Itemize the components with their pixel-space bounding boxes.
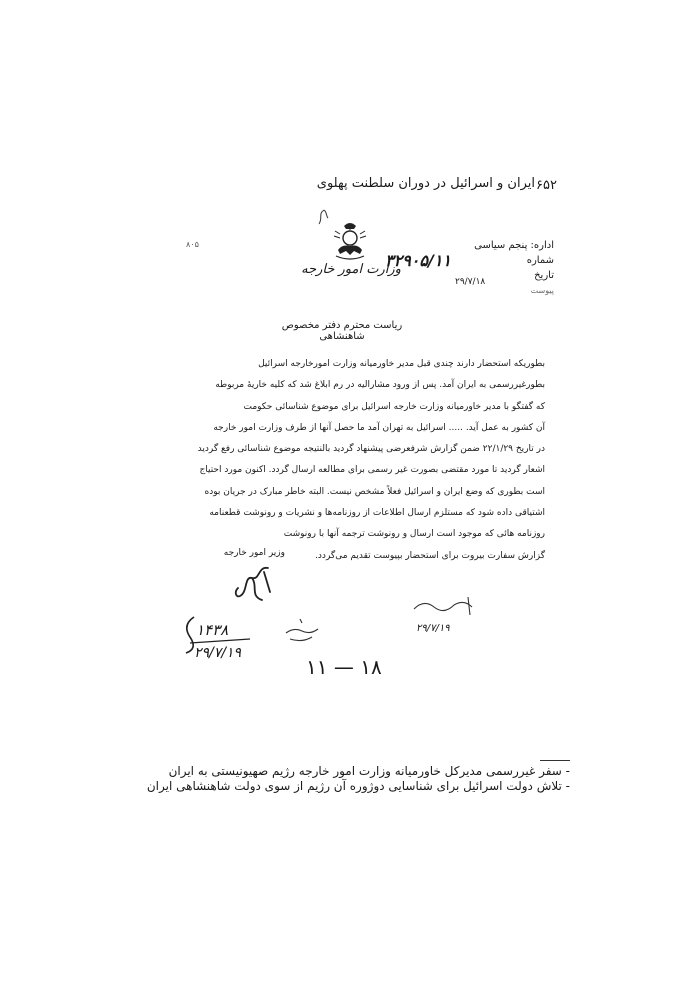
ministry-name: وزارت امور خارجه [301,262,401,277]
footer-caption: - تلاش دولت اسرائیل برای شناسایی دوژوره آن رژیم از سوی دولت شاهنشاهی ایران [146,779,570,793]
handwritten-mark-icon [315,206,331,226]
letter-body [191,354,545,567]
marginal-note [282,615,324,649]
page-number: ۶۵۲ [536,178,557,193]
body-line: که گفتگو با مدیر خاورمیانه وزارت خارجه اسرائیل برای موضوع شناسائی حکومت [243,401,545,412]
body-line: آن کشور به عمل آید. ..... اسرائیل به تهران آمد ما حصل آنها از طرف وزارت امور خارجه [213,422,545,433]
date-value: ۲۹/۷/۱۸ [455,277,486,287]
letterhead-fields [462,238,554,298]
body-line: در تاریخ ۲۲/۱/۲۹ ضمن گزارش شرفعرضی پیشنهاد گردید بالنتیجه موضوع شناسائی رفع گردید [197,444,545,455]
body-line: گزارش سفارت بیروت برای استحضار بپیوست تقدیم می‌گردد. [315,550,545,561]
addressee: ریاست محترم دفتر مخصوص شاهنشاهی [281,320,403,342]
lion-and-sun-icon [332,220,368,260]
footer-captions [146,764,570,794]
body-line: است بطوری که وضع ایران و اسرائیل فعلاً مشخص نیست. البته خاطر مبارک در جریان بوده [204,486,545,497]
department-field: اداره: پنجم سیاسی [474,240,554,251]
signature-icon [228,562,278,606]
body-line: اشعار گردید تا مورد مقتضی بصورت غیر رسمی برای مطالعه ارسال گردد. اکنون مورد احتیاج [199,465,545,476]
body-line: اشتیاقی داده شود که مستلزم ارسال اطلاعات از روزنامه‌ها و نشریات و رونوشت قطعنامه [209,508,545,519]
book-title: ایران و اسرائیل در دوران سلطنت پهلوی [316,176,535,191]
body-line: بطوریکه استحضار دارند چندی قبل مدیر خاورمیانه وزارت امورخارجه اسرائیل [258,359,545,369]
approval-note-date: ۲۹/۷/۱۹ [416,623,450,634]
signer-title: وزیر امور خارجه [223,548,285,558]
handwritten-note-icon [282,615,324,645]
attachment-label: پیوست [530,286,554,295]
footer-caption: - سفر غیررسمی مدیرکل خاورمیانه وزارت امور خارجه رژیم صهیونیستی به ایران [168,764,570,778]
corner-mark: ۸۰۵ [186,240,199,249]
number-label: شماره [526,255,554,266]
number-field [462,253,554,268]
department-label: اداره [533,240,554,251]
receipt-date: ۲۹/۷/۱۹ [194,645,242,661]
reference-number: ۳۲۹۰۵/۱۱ [385,251,451,270]
date-label: تاریخ [534,270,554,281]
footer-rule [540,760,570,761]
handwritten-note-icon [410,595,478,619]
receipt-number: ۱۴۳۸ [196,621,229,639]
department-value: پنجم سیاسی [474,240,528,251]
body-line: روزنامه هائی که موجود است ارسال و رونوشت ترجمه آنها با رونوشت [283,529,545,540]
approval-note [410,595,478,634]
folio-number: ۱۱ — ۱۸ [306,655,382,679]
body-line: بطورغیررسمی به ایران آمد. پس از ورود مشارالیه در رم ابلاغ شد که کلیه خاریهٔ مربوطه [215,380,545,391]
